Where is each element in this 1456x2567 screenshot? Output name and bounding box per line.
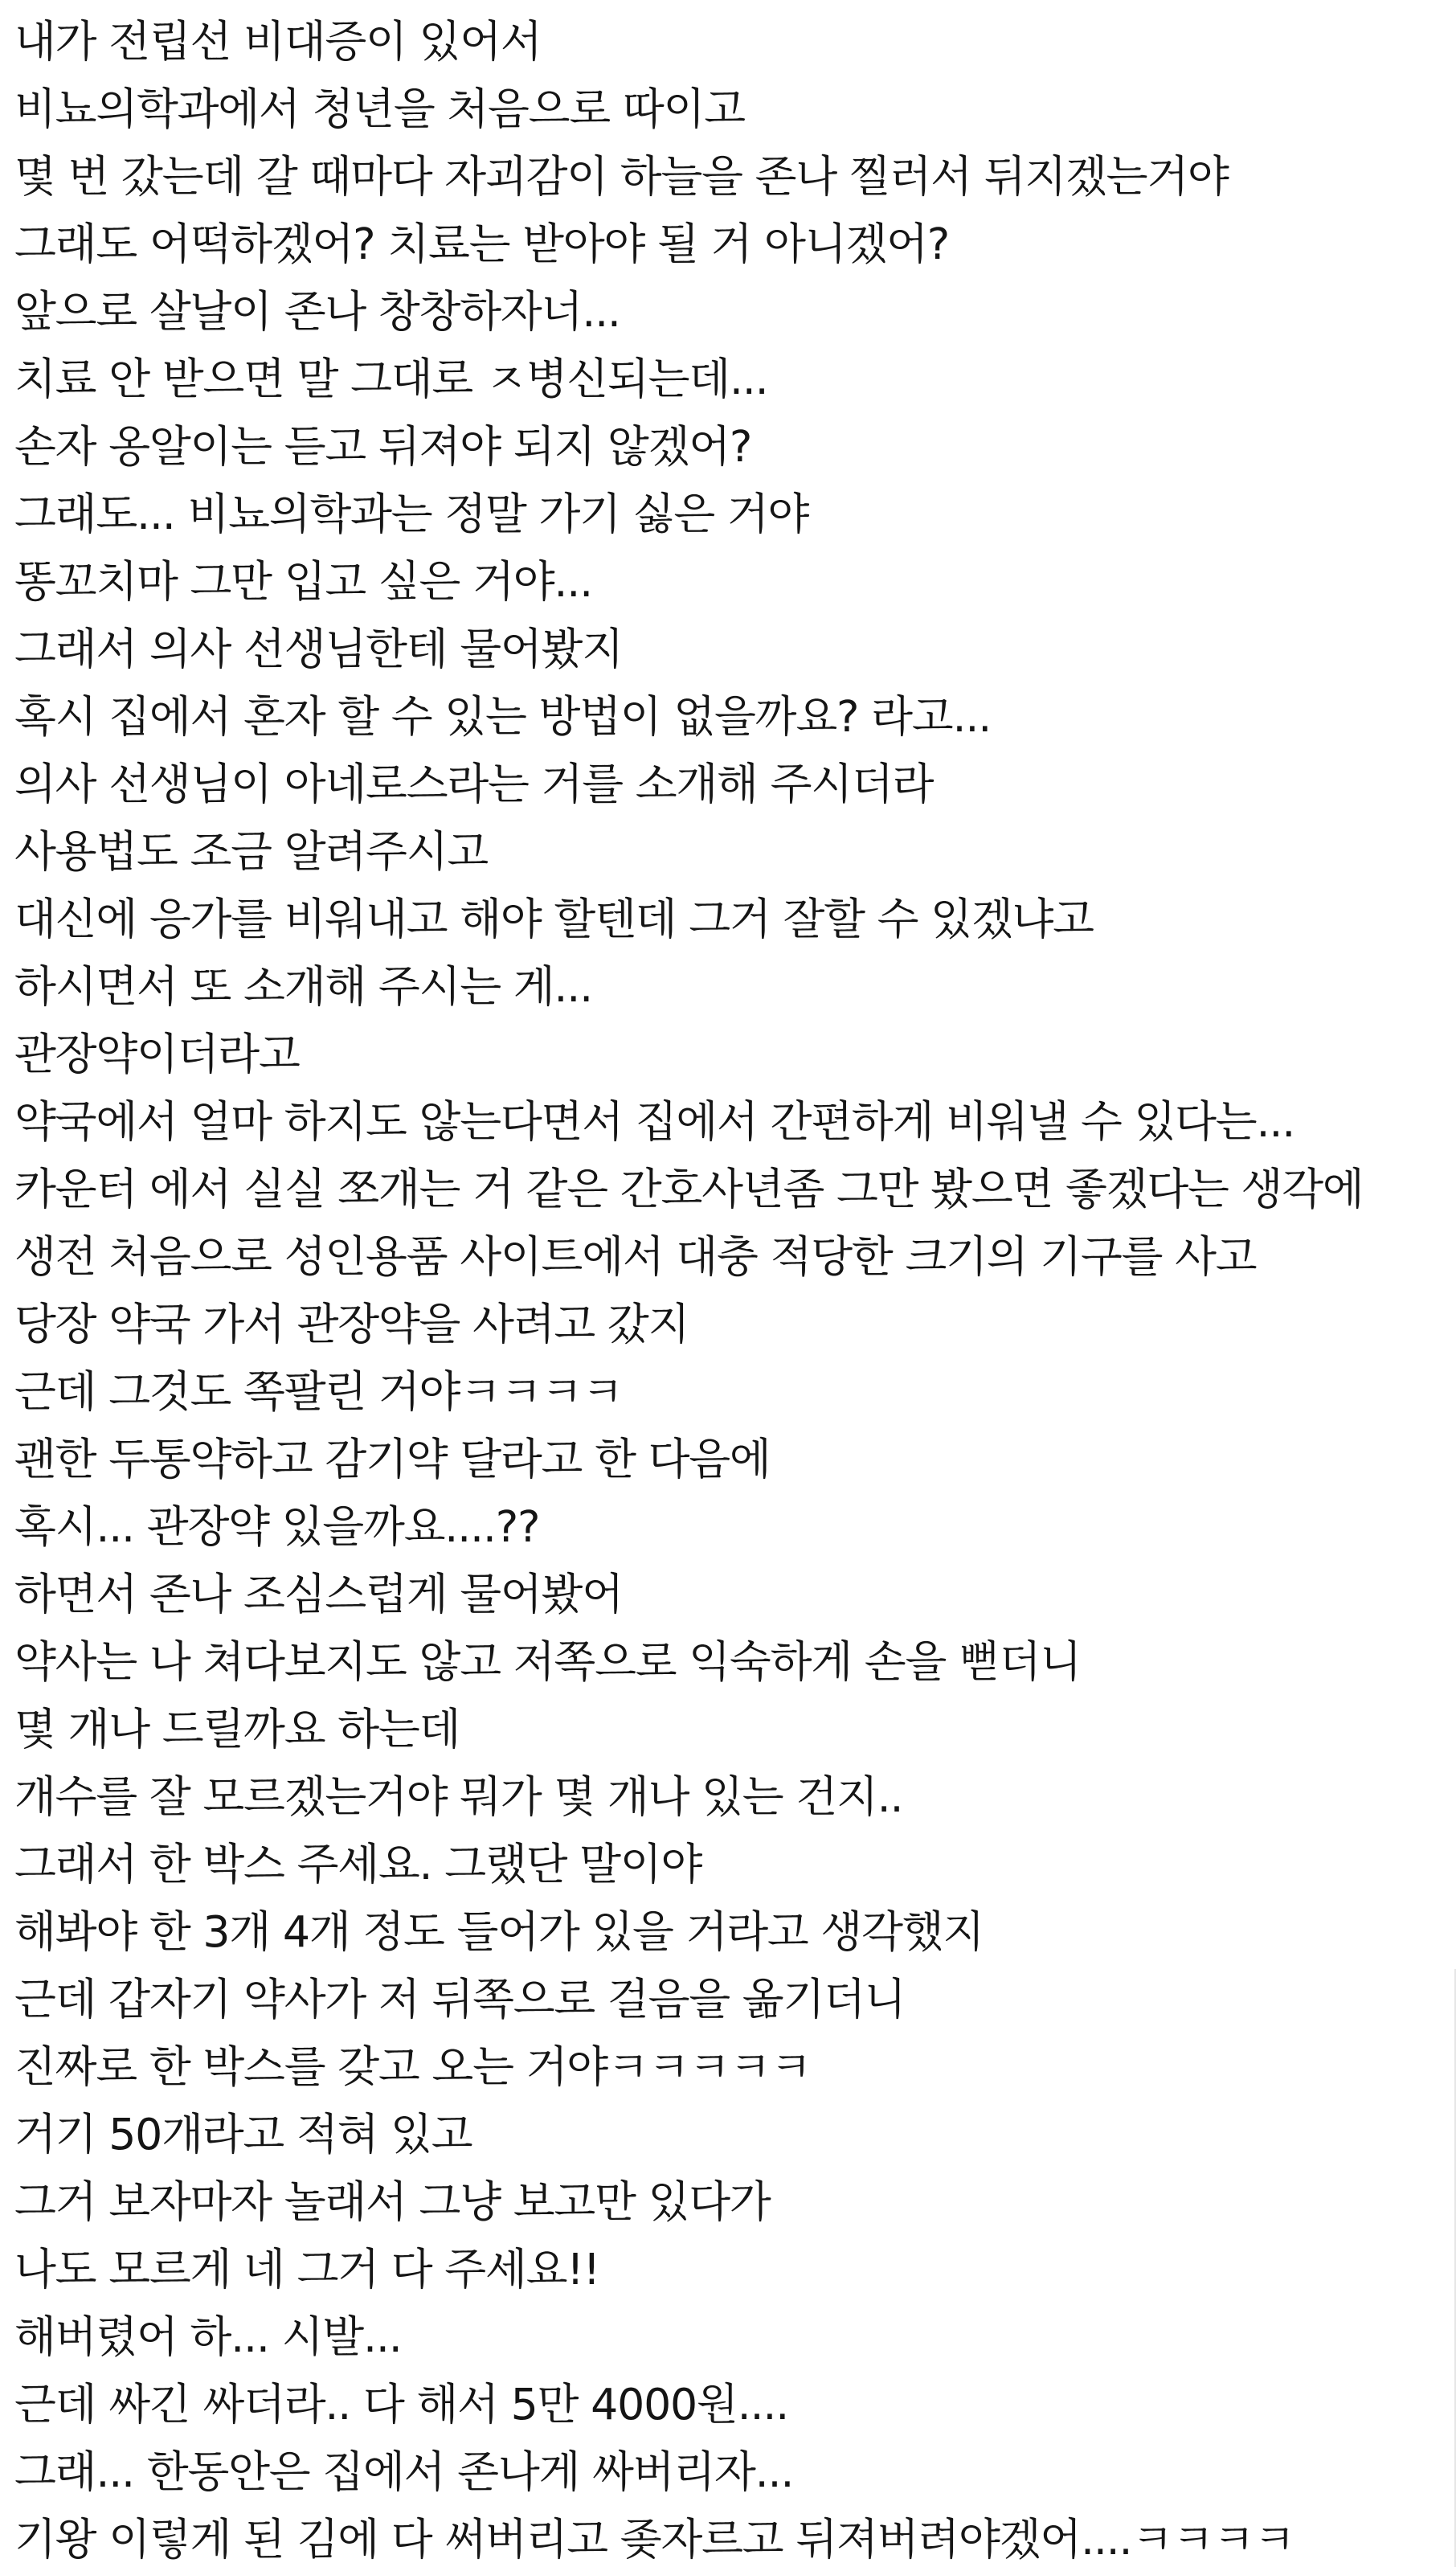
text-line-14: 대신에 응가를 비워내고 해야 할텐데 그거 잘할 수 있겠냐고	[14, 894, 1094, 944]
text-line-22: 괜한 두통약하고 감기약 달라고 한 다음에	[14, 1434, 771, 1484]
text-line-36: 근데 싸긴 싸더라.. 다 해서 5만 4000원....	[14, 2379, 789, 2430]
text-line-33: 그거 보자마자 놀래서 그냥 보고만 있다가	[14, 2176, 771, 2227]
text-line-32: 거기 50개라고 적혀 있고	[14, 2109, 472, 2160]
text-line-18: 카운터 에서 실실 쪼개는 거 같은 간호사년좀 그만 봤으면 좋겠다는 생각에	[14, 1164, 1364, 1214]
text-line-37: 그래... 한동안은 집에서 존나게 싸버리자...	[14, 2446, 794, 2497]
text-line-27: 개수를 잘 모르겠는거야 뭐가 몇 개나 있는 건지..	[14, 1771, 903, 1822]
text-line-31: 진짜로 한 박스를 갖고 오는 거야ㅋㅋㅋㅋㅋ	[14, 2041, 812, 2092]
text-line-6: 치료 안 받으면 말 그대로 ㅈ병신되는데...	[14, 354, 768, 404]
text-line-12: 의사 선생님이 아네로스라는 거를 소개해 주시더라	[14, 759, 934, 809]
text-line-5: 앞으로 살날이 존나 창창하자너...	[14, 286, 620, 337]
text-line-35: 해버렸어 하... 시발...	[14, 2311, 402, 2362]
text-line-21: 근데 그것도 쪽팔린 거야ㅋㅋㅋㅋ	[14, 1366, 623, 1417]
text-line-16: 관장약이더라고	[14, 1029, 300, 1079]
text-line-1: 내가 전립선 비대증이 있어서	[14, 16, 542, 67]
text-line-3: 몇 번 갔는데 갈 때마다 자괴감이 하늘을 존나 찔러서 뒤지겠는거야	[14, 151, 1229, 202]
text-line-26: 몇 개나 드릴까요 하는데	[14, 1704, 460, 1754]
text-line-4: 그래도 어떡하겠어? 치료는 받아야 될 거 아니겠어?	[14, 219, 950, 269]
text-line-17: 약국에서 얼마 하지도 않는다면서 집에서 간편하게 비워낼 수 있다는...	[14, 1096, 1295, 1147]
text-line-20: 당장 약국 가서 관장약을 사려고 갔지	[14, 1299, 689, 1349]
text-line-24: 하면서 존나 조심스럽게 물어봤어	[14, 1569, 623, 1619]
text-line-29: 해봐야 한 3개 4개 정도 들어가 있을 거라고 생각했지	[14, 1906, 984, 1957]
text-line-25: 약사는 나 쳐다보지도 않고 저쪽으로 익숙하게 손을 뻗더니	[14, 1636, 1081, 1687]
text-line-8: 그래도... 비뇨의학과는 정말 가기 싫은 거야	[14, 489, 809, 539]
text-line-11: 혹시 집에서 혼자 할 수 있는 방법이 없을까요? 라고...	[14, 691, 992, 742]
text-line-9: 똥꼬치마 그만 입고 싶은 거야...	[14, 556, 593, 607]
text-line-23: 혹시... 관장약 있을까요....??	[14, 1501, 540, 1552]
text-line-10: 그래서 의사 선생님한테 물어봤지	[14, 624, 623, 674]
text-line-13: 사용법도 조금 알려주시고	[14, 826, 489, 877]
text-line-7: 손자 옹알이는 듣고 뒤져야 되지 않겠어?	[14, 421, 752, 472]
text-line-19: 생전 처음으로 성인용품 사이트에서 대충 적당한 크기의 기구를 사고	[14, 1231, 1257, 1282]
text-line-15: 하시면서 또 소개해 주시는 게...	[14, 961, 593, 1012]
text-line-38: 기왕 이렇게 된 김에 다 써버리고 좆자르고 뒤져버려야겠어....ㅋㅋㅋㅋ	[14, 2514, 1295, 2565]
text-line-28: 그래서 한 박스 주세요. 그랬단 말이야	[14, 1839, 702, 1889]
text-line-34: 나도 모르게 네 그거 다 주세요!!	[14, 2244, 599, 2295]
text-line-2: 비뇨의학과에서 청년을 처음으로 따이고	[14, 84, 745, 134]
text-line-30: 근데 갑자기 약사가 저 뒤쪽으로 걸음을 옮기더니	[14, 1974, 906, 2025]
